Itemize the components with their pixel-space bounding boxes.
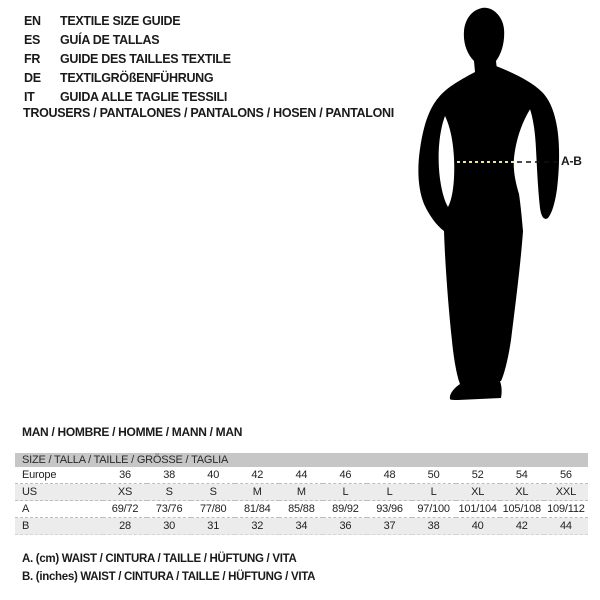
size-table-row: [15, 467, 588, 484]
language-text: TEXTILE SIZE GUIDE: [60, 14, 181, 28]
size-cell: L: [367, 484, 411, 501]
size-row-label: US: [15, 484, 103, 501]
size-cell: 42: [251, 469, 264, 481]
size-cell: XL: [500, 484, 544, 501]
man-silhouette-figure: [400, 0, 600, 410]
size-cell: 37: [367, 518, 411, 535]
size-cell: 50: [427, 469, 440, 481]
size-cell: 46: [339, 469, 352, 481]
size-cell: 54: [515, 469, 528, 481]
language-row: [24, 69, 231, 88]
silhouette-legs: [450, 231, 523, 384]
size-cell: 109/112: [544, 501, 588, 518]
size-cell: 36: [119, 469, 131, 481]
size-row-label: Europe: [22, 469, 57, 481]
size-cell: 52: [471, 469, 484, 481]
size-cell: 38: [163, 469, 176, 481]
size-cell: 34: [279, 518, 323, 535]
size-cell: 77/80: [191, 501, 235, 518]
size-cell: 40: [207, 469, 220, 481]
size-cell: 48: [383, 469, 396, 481]
size-cell: 89/92: [323, 501, 367, 518]
size-cell: 32: [235, 518, 279, 535]
language-row: [24, 88, 231, 107]
size-cell: 101/104: [456, 501, 500, 518]
size-cell: 73/76: [147, 501, 191, 518]
language-code: IT: [24, 90, 35, 104]
size-cell: M: [279, 484, 323, 501]
garment-title: TROUSERS / PANTALONES / PANTALONS / HOSEN / PANTALONI: [23, 106, 394, 120]
size-cell: 44: [544, 518, 588, 535]
size-cell: L: [412, 484, 456, 501]
size-row-label: B: [15, 518, 103, 535]
size-table-header-row: [15, 453, 588, 467]
size-cell: 69/72: [103, 501, 147, 518]
man-silhouette-image: [400, 0, 600, 410]
size-cell: 28: [103, 518, 147, 535]
size-cell: 42: [500, 518, 544, 535]
size-cell: 31: [191, 518, 235, 535]
size-table-row: [15, 484, 588, 501]
size-cell: 93/96: [367, 501, 411, 518]
size-cell: XS: [103, 484, 147, 501]
language-row: [24, 31, 231, 50]
language-code: ES: [24, 33, 41, 47]
size-cell: 85/88: [279, 501, 323, 518]
footnote-line: A. (cm) WAIST / CINTURA / TAILLE / HÜFTUNG / VITA: [22, 553, 297, 565]
section-title-man: MAN / HOMBRE / HOMME / MANN / MAN: [22, 425, 243, 439]
size-table-body: [15, 453, 588, 535]
language-text: GUÍA DE TALLAS: [60, 33, 160, 47]
size-cell: 105/108: [500, 501, 544, 518]
footnotes: [22, 551, 315, 586]
language-row: [24, 50, 231, 69]
language-text: GUIDE DES TAILLES TEXTILE: [60, 52, 231, 66]
language-list: [24, 12, 231, 107]
language-text: GUIDA ALLE TAGLIE TESSILI: [60, 90, 228, 104]
size-table-header: SIZE / TALLA / TAILLE / GRÖSSE / TAGLIA: [15, 453, 588, 467]
size-cell: 56: [559, 469, 572, 481]
size-table: [15, 453, 588, 535]
language-code: DE: [24, 71, 41, 85]
language-text: TEXTILGRÖßENFÜHRUNG: [60, 71, 214, 85]
size-cell: 30: [147, 518, 191, 535]
size-cell: XXL: [544, 484, 588, 501]
size-cell: S: [191, 484, 235, 501]
size-cell: XL: [456, 484, 500, 501]
size-cell: 81/84: [235, 501, 279, 518]
size-cell: L: [323, 484, 367, 501]
size-cell: 44: [295, 469, 308, 481]
size-cell: 97/100: [412, 501, 456, 518]
measure-label-ab: A-B: [561, 154, 582, 168]
size-table-row: [15, 518, 588, 535]
size-cell: M: [235, 484, 279, 501]
language-code: EN: [24, 14, 41, 28]
size-table-row: [15, 501, 588, 518]
size-cell: 40: [456, 518, 500, 535]
size-cell: 36: [323, 518, 367, 535]
language-code: FR: [24, 52, 41, 66]
footnote-line: B. (inches) WAIST / CINTURA / TAILLE / HÜFTUNG / VITA: [22, 570, 316, 583]
size-cell: 38: [412, 518, 456, 535]
size-row-label: A: [15, 501, 103, 518]
size-cell: S: [147, 484, 191, 501]
language-row: [24, 12, 231, 31]
